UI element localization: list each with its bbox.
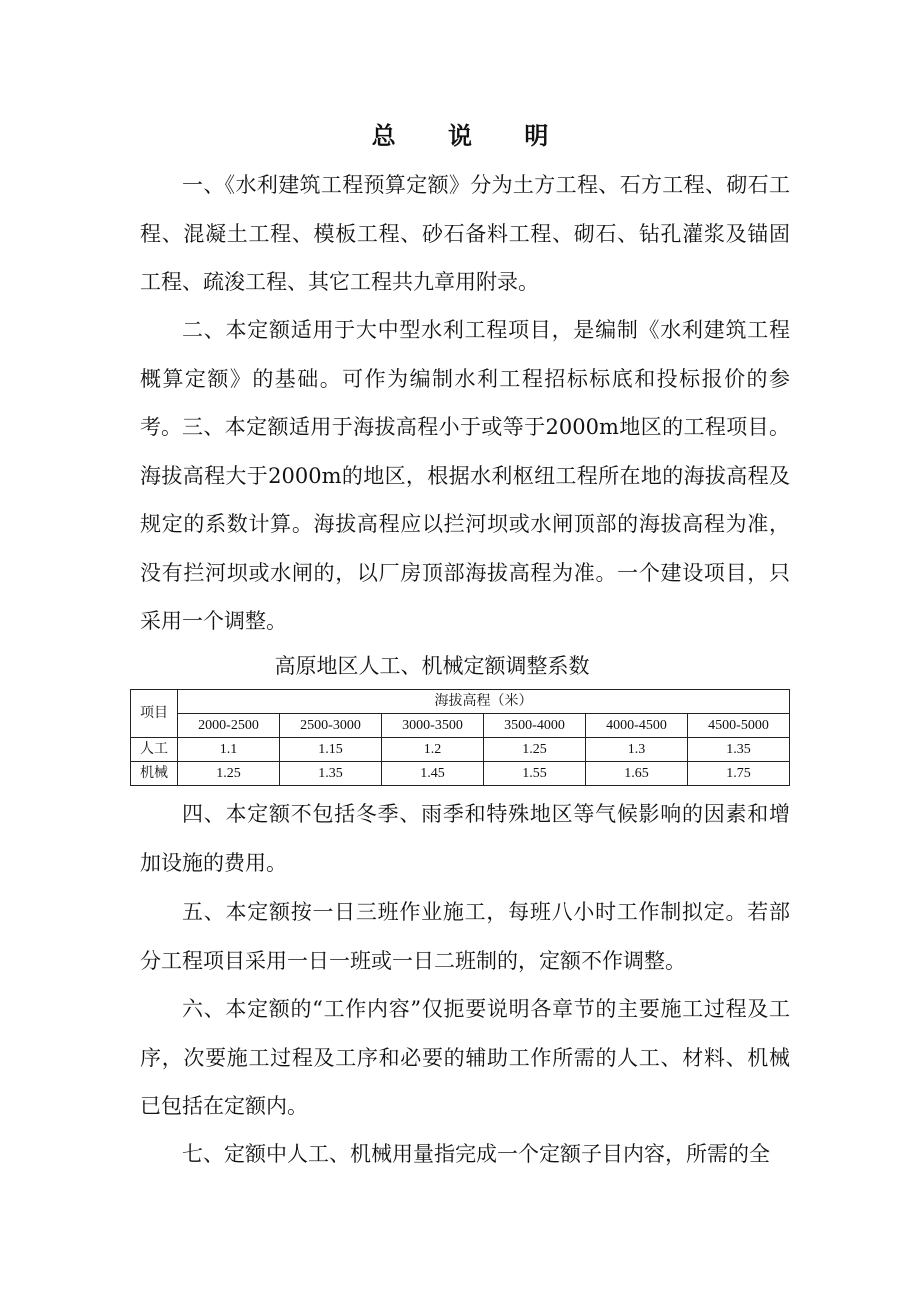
altitude-header-cell: 海拔高程（米）	[178, 690, 790, 714]
value-cell: 1.45	[382, 762, 484, 786]
range-cell: 2500-3000	[280, 714, 382, 738]
value-cell: 1.15	[280, 738, 382, 762]
value-cell: 1.55	[484, 762, 586, 786]
paragraph-7: 七、定额中人工、机械用量指完成一个定额子目内容，所需的全	[182, 1142, 770, 1166]
table-row	[131, 762, 790, 786]
paragraph-1: 一、《水利建筑工程预算定额》分为土方工程、石方工程、砌石工程、混凝土工程、模板工程、砂石备料工程、砌石、钻孔灌浆及锚固工程、疏浚工程、其它工程共九章用附录。	[140, 173, 790, 295]
table-row	[131, 738, 790, 762]
paragraph-3: 三、本定额适用于海拔高程小于或等于2000m地区的工程项目。海拔高程大于2000m的地区，根据水利枢纽工程所在地的海拔高程及规定的系数计算。海拔高程应以拦河坝或水闸顶部的海拔高程为准，没有拦河坝或水闸的，以厂房顶部海拔高程为准。一个建设项目，只采用一个调整。	[140, 415, 790, 634]
value-cell: 1.1	[178, 738, 280, 762]
range-cell: 3500-4000	[484, 714, 586, 738]
value-cell: 1.35	[688, 738, 790, 762]
paragraph-6: 六、本定额的“工作内容”仅扼要说明各章节的主要施工过程及工序，次要施工过程及工序和必要的辅助工作所需的人工、材料、机械已包括在定额内。	[140, 997, 790, 1119]
page-title: 总 说 明	[371, 121, 571, 150]
adjustment-coefficient-table	[130, 689, 790, 786]
value-cell: 1.25	[484, 738, 586, 762]
item-header-cell: 项目	[131, 690, 178, 738]
range-cell: 3000-3500	[382, 714, 484, 738]
row-label-cell: 机械	[131, 762, 178, 786]
value-cell: 1.65	[586, 762, 688, 786]
value-cell: 1.3	[586, 738, 688, 762]
paragraph-4: 四、本定额不包括冬季、雨季和特殊地区等气候影响的因素和增加设施的费用。	[140, 802, 790, 875]
table-caption-text: 高原地区人工、机械定额调整系数	[274, 654, 590, 678]
range-cell: 2000-2500	[178, 714, 280, 738]
paragraph-2: 二、本定额适用于大中型水利工程项目，是编制《水利建筑工程概算定额》的基础。可作为编制水利工程招标标底和投标报价的参考。	[140, 318, 790, 440]
range-cell: 4000-4500	[586, 714, 688, 738]
value-cell: 1.75	[688, 762, 790, 786]
table-header-row	[131, 690, 790, 714]
value-cell: 1.35	[280, 762, 382, 786]
table-range-row	[131, 714, 790, 738]
value-cell: 1.25	[178, 762, 280, 786]
table-caption	[0, 650, 860, 682]
row-label-cell: 人工	[131, 738, 178, 762]
value-cell: 1.2	[382, 738, 484, 762]
paragraph-5: 五、本定额按一日三班作业施工，每班八小时工作制拟定。若部分工程项目采用一日一班或一日二班制的，定额不作调整。	[140, 900, 790, 973]
range-cell: 4500-5000	[688, 714, 790, 738]
